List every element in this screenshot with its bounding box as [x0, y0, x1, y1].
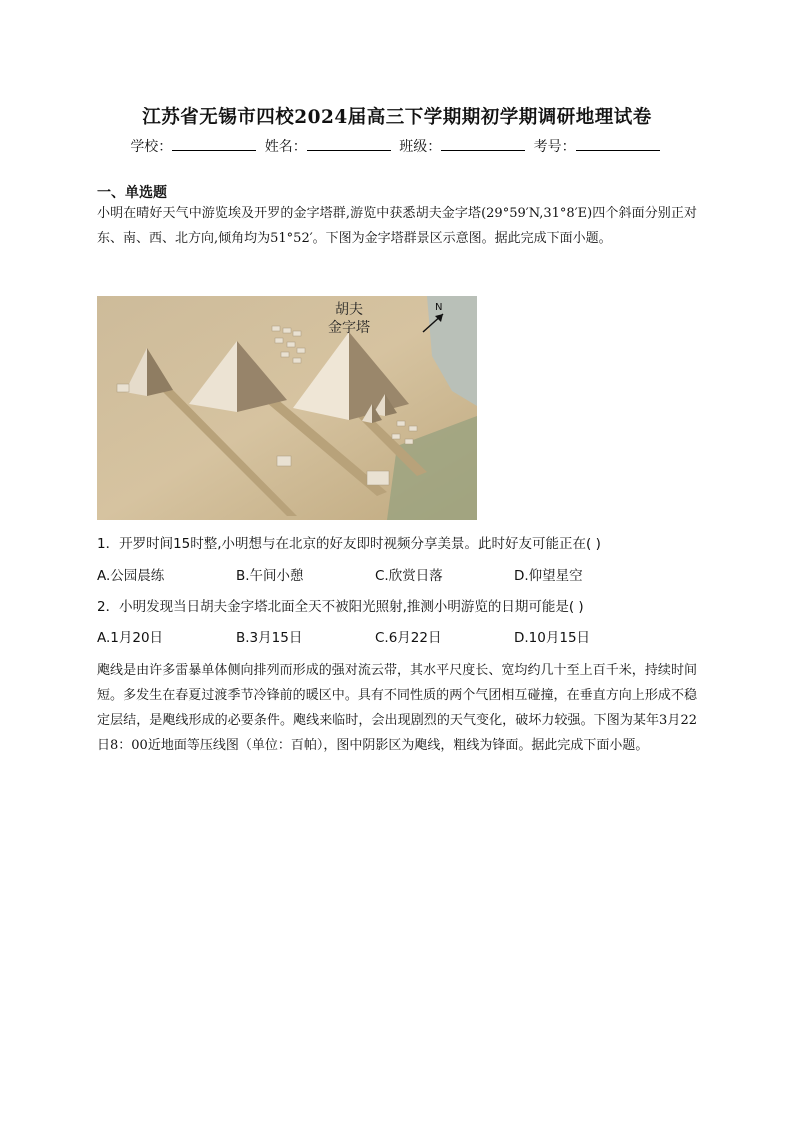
passage-pyramids: 小明在晴好天气中游览埃及开罗的金字塔群,游览中获悉胡夫金字塔(29°59′N,31°8′E)四个斜面分别正对东、南、西、北方向,倾角均为51°52′。下图为金字塔群景区示意图。据此完成下面小题。 — [97, 206, 697, 246]
q2-option-d[interactable]: D.10月15日 — [514, 630, 591, 646]
pyramid-figure — [97, 296, 477, 520]
student-info-line — [0, 136, 794, 156]
q2-option-a[interactable]: A.1月20日 — [97, 630, 164, 646]
school-blank[interactable] — [172, 139, 256, 151]
khufu-label-line2: 金字塔 — [328, 320, 370, 336]
number-label: 考号： — [533, 139, 576, 155]
question-1-options — [97, 564, 697, 584]
q1-option-b[interactable]: B.午间小憩 — [236, 568, 304, 584]
question-2-options — [97, 626, 697, 646]
exam-title: 江苏省无锡市四校2024届高三下学期期初学期调研地理试卷 — [142, 107, 652, 128]
question-1: 1．开罗时间15时整,小明想与在北京的好友即时视频分享美景。此时好友可能正在( ) — [97, 536, 601, 552]
north-label: N — [435, 302, 443, 313]
passage-squall-line: 飑线是由许多雷暴单体侧向排列而形成的强对流云带，其水平尺度长、宽均约几十至上百千米，持续时间短。多发生在春夏过渡季节冷锋前的暖区中。具有不同性质的两个气团相互碰撞，在垂直方向上形成不稳定层结，是飑线形成的必要条件。飑线来临时，会出现剧烈的天气变化，破坏力较强。下图为某年3月22日8：00近地面等压线图（单位：百帕），图中阴影区为飑线，粗线为锋面。据此完成下面小题。 — [97, 663, 697, 753]
class-blank[interactable] — [441, 139, 525, 151]
question-2: 2．小明发现当日胡夫金字塔北面全天不被阳光照射,推测小明游览的日期可能是( ) — [97, 599, 584, 615]
khufu-label-line1: 胡夫 — [335, 302, 363, 318]
pyramid-illustration — [97, 296, 477, 520]
school-label: 学校： — [130, 139, 173, 155]
q1-option-a[interactable]: A.公园晨练 — [97, 568, 165, 584]
name-blank[interactable] — [307, 139, 391, 151]
q2-option-c[interactable]: C.6月22日 — [375, 630, 442, 646]
number-blank[interactable] — [576, 139, 660, 151]
q1-option-c[interactable]: C.欣赏日落 — [375, 568, 443, 584]
q2-option-b[interactable]: B.3月15日 — [236, 630, 303, 646]
q1-option-d[interactable]: D.仰望星空 — [514, 568, 583, 584]
section-heading: 一、单选题 — [97, 185, 167, 201]
class-label: 班级： — [399, 139, 442, 155]
name-label: 姓名： — [264, 139, 307, 155]
